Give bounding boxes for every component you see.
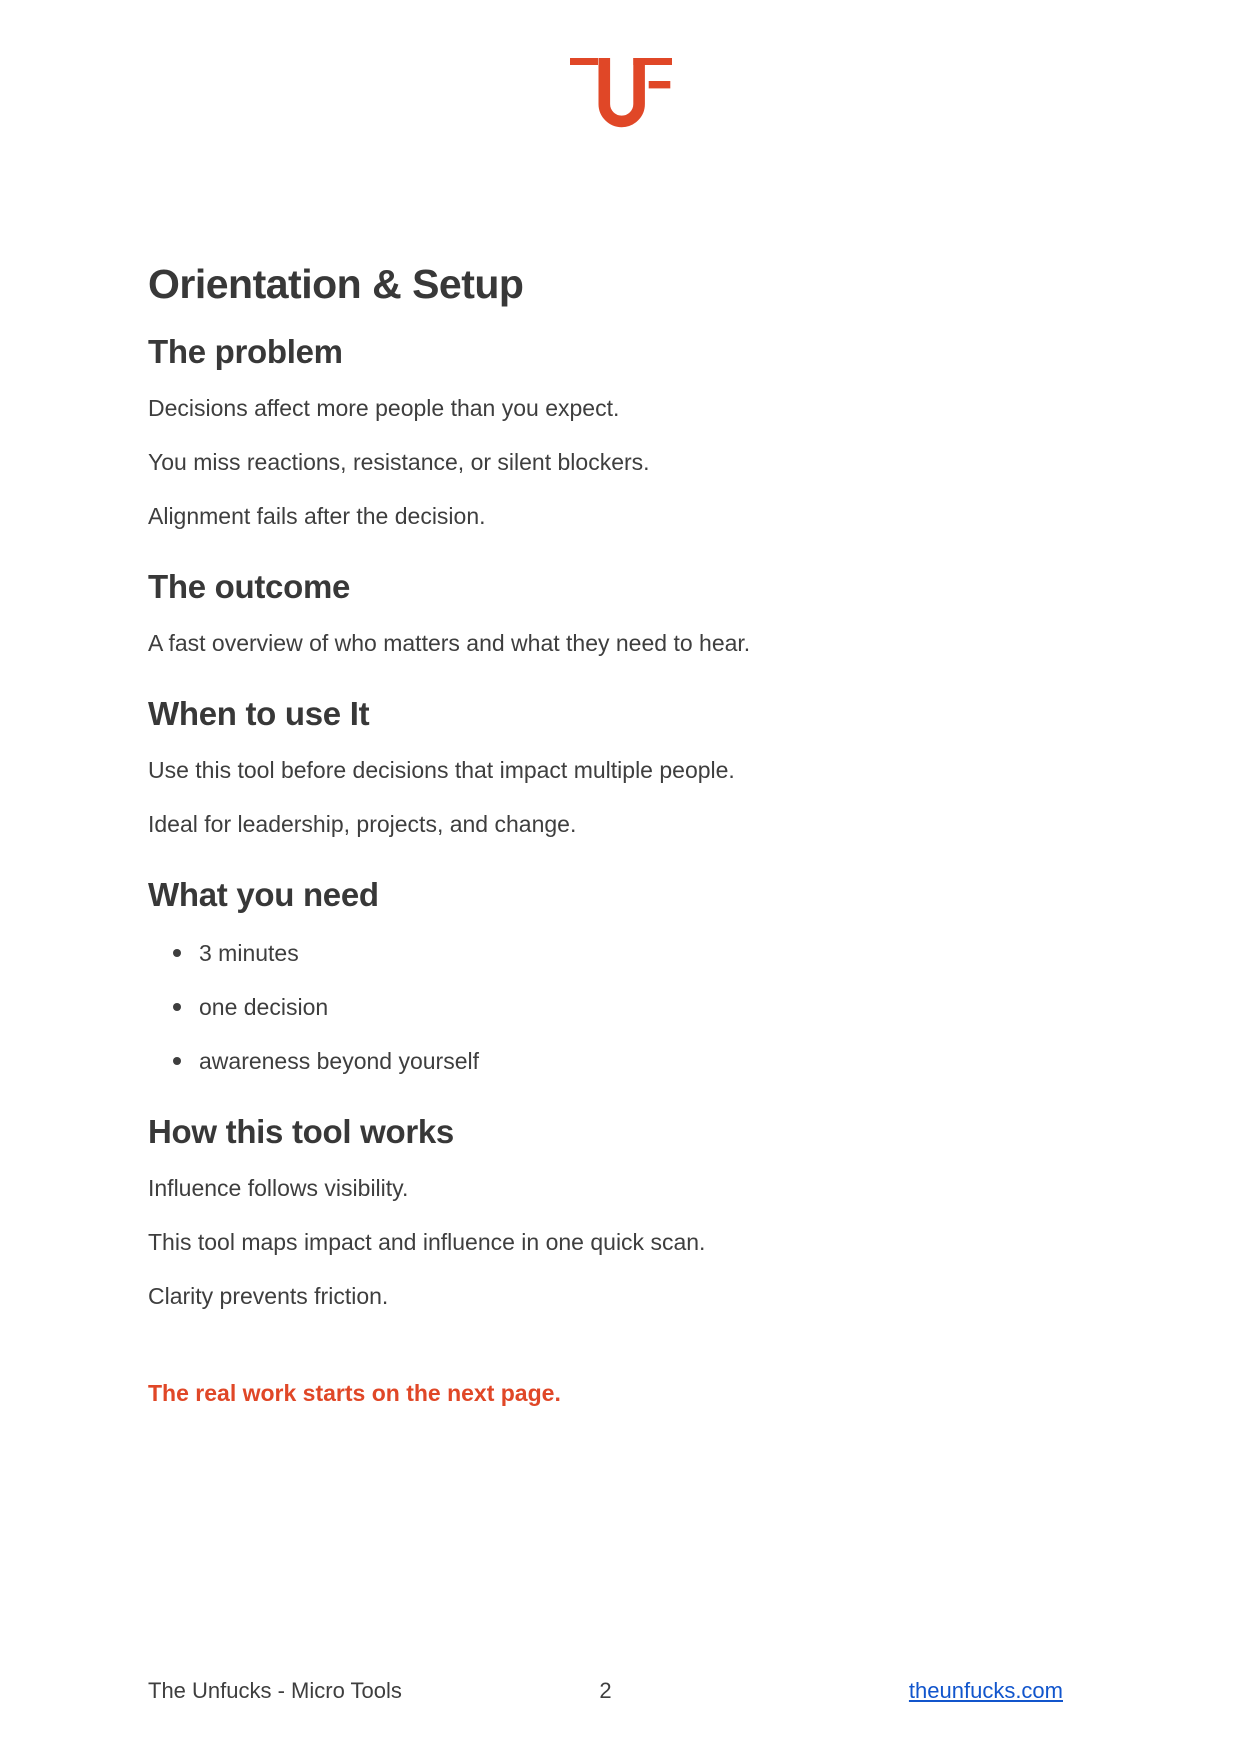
list-item-label: awareness beyond yourself: [199, 1048, 479, 1074]
list-item: [148, 939, 1094, 967]
footer-website-link[interactable]: theunfucks.com: [908, 1678, 1063, 1703]
paragraph: This tool maps impact and influence in one quick scan.: [148, 1229, 706, 1255]
section-heading-the-outcome: The outcome: [148, 568, 351, 605]
paragraph: Decisions affect more people than you expect.: [148, 395, 620, 421]
bullet-list: [148, 939, 1094, 1075]
bullet-icon: [173, 1057, 181, 1065]
bullet-icon: [173, 1003, 181, 1011]
bullet-icon: [173, 949, 181, 957]
logo-container: [148, 58, 1094, 128]
page-footer: [0, 1677, 1242, 1705]
page-number: 2: [599, 1678, 612, 1703]
section-heading-the-problem: The problem: [148, 333, 343, 370]
list-item: [148, 993, 1094, 1021]
paragraph: Ideal for leadership, projects, and change.: [148, 811, 577, 837]
paragraph: Use this tool before decisions that impact multiple people.: [148, 757, 735, 783]
list-item: [148, 1047, 1094, 1075]
section-heading-how-this-tool-works: How this tool works: [148, 1113, 454, 1150]
paragraph: You miss reactions, resistance, or silent blockers.: [148, 449, 650, 475]
section-heading-what-you-need: What you need: [148, 876, 379, 913]
callout-text: The real work starts on the next page.: [148, 1380, 561, 1406]
list-item-label: 3 minutes: [199, 940, 299, 966]
footer-document-title: The Unfucks - Micro Tools: [148, 1678, 402, 1703]
section-heading-when-to-use-it: When to use It: [148, 695, 370, 732]
paragraph: A fast overview of who matters and what they need to hear.: [148, 630, 751, 656]
the-unfucks-uf-logo-icon: [570, 58, 672, 128]
page-title: Orientation & Setup: [148, 261, 524, 307]
paragraph: Alignment fails after the decision.: [148, 503, 486, 529]
list-item-label: one decision: [199, 994, 329, 1020]
paragraph: Influence follows visibility.: [148, 1175, 409, 1201]
paragraph: Clarity prevents friction.: [148, 1283, 389, 1309]
